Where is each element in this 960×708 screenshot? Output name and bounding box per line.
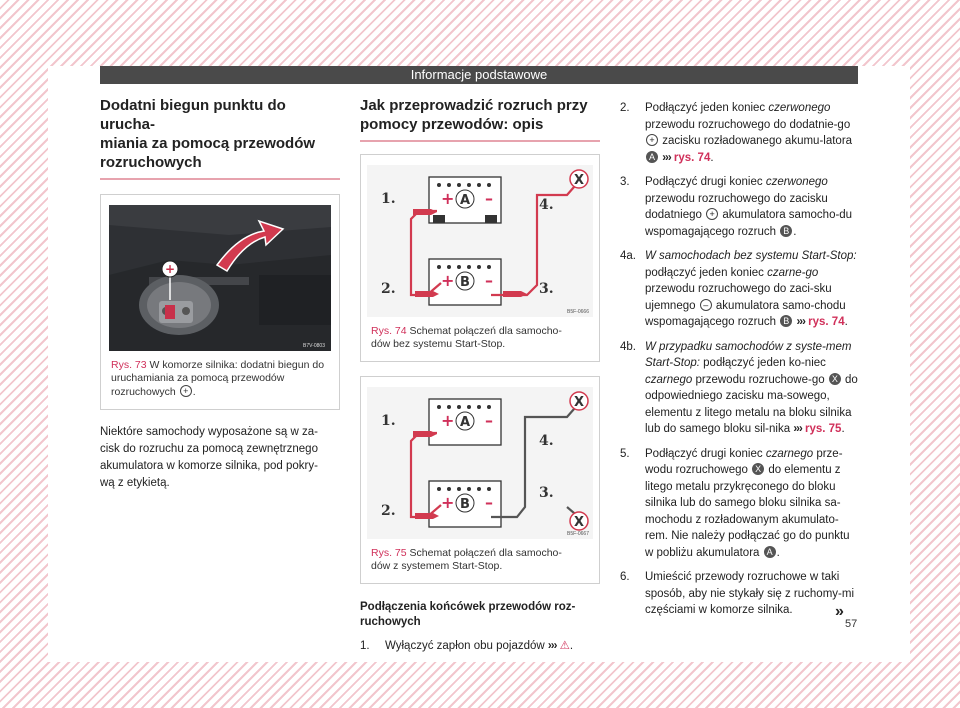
step-5-text: Podłączyć drugi koniec [645, 447, 766, 460]
svg-text:+: + [164, 262, 176, 276]
svg-text:B5F-0666: B5F-0666 [567, 309, 589, 315]
connections-subheading: Podłączenia końcówek przewodów roz- ruchowych [360, 601, 576, 628]
step-4a-text: podłączyć jeden koniec [645, 266, 768, 279]
svg-text:3.: 3. [539, 485, 554, 501]
link-rys-74[interactable]: rys. 74 [670, 151, 711, 164]
step-5-text: prze-wodu rozruchowego [645, 447, 843, 476]
left-paragraph: Niektóre samochody wyposażone są w za- cisk do rozruchu za pomocą zewnętrznego akumulatora w komorze silnika, pod pokry- wą z etykietą. [100, 426, 318, 489]
battery-b-label: B [780, 225, 792, 237]
diagram-75 [367, 387, 593, 539]
figure-74 [360, 154, 600, 362]
svg-text:–: – [485, 411, 493, 430]
step-3-text: akumulatora samocho-du wspomagającego rozruch [645, 209, 853, 238]
svg-text:1.: 1. [381, 413, 396, 429]
battery-b-label: B [780, 315, 792, 327]
svg-text:2.: 2. [381, 503, 396, 519]
figure-73-text: W komorze silnika: dodatni biegun do uruchamiania za pomocą przewodów rozruchowych [111, 359, 325, 398]
continue-arrow-icon: » [835, 603, 844, 620]
figure-75-text: Schemat połączeń dla samocho- dów z systemem Start-Stop. [371, 547, 562, 572]
step-4b-text: przewodu rozruchowe-go [692, 373, 828, 386]
warning-icon[interactable]: ⚠ [559, 640, 570, 652]
left-column [100, 96, 340, 492]
svg-text:–: – [485, 271, 493, 290]
step-2-number: 2. [620, 102, 630, 114]
svg-text:X: X [573, 395, 585, 410]
svg-text:+: + [441, 189, 455, 208]
step-2-emph: czerwonego [768, 102, 831, 114]
engine-bay-photo [109, 205, 331, 351]
figure-74-caption [361, 317, 599, 361]
step-5: 5. Podłączyć drugi koniec czarnego prze-wodu rozruchowego X do elementu z litego metalu przykręconego do bloku silnika lub do samego bloku silnika sa-mochodu z rozładowanym akumulato-rem. Nie należy podłączać go do punktu w pobliżu akumulatora A . [620, 447, 850, 559]
battery-a-label: A [646, 151, 658, 163]
engine-bay-illustration [109, 205, 331, 351]
step-2-text: przewodu rozruchowego do dodatnie-go [645, 118, 851, 131]
figure-73-caption: Rys. 73 W komorze silnika: dodatni biegun do uruchamiania za pomocą przewodów rozruchowych + . [111, 359, 325, 398]
figure-73-number: Rys. 73 [111, 359, 147, 371]
step-1: 1. Wyłączyć zapłon obu pojazdów ››› ⚠. [360, 638, 600, 655]
step-2: 2. Podłączyć jeden koniec czerwonego przewodu rozruchowego do dodatnie-go + zacisku rozładowanego akumu-latora A ››› rys. 74. [620, 102, 853, 164]
step-4a-emph: czarne-go [767, 266, 819, 279]
step-3-emph: czerwonego [765, 176, 828, 188]
step-4b-text: podłączyć jeden ko-niec [699, 357, 826, 369]
ground-x-label: X [829, 373, 841, 385]
svg-text:2.: 2. [381, 281, 396, 297]
figure-73 [100, 194, 340, 410]
battery-a-label: A [764, 546, 776, 558]
figure-74-number: Rys. 74 [371, 325, 407, 337]
minus-symbol-icon: – [700, 299, 712, 311]
jump-start-diagram-74 [367, 165, 593, 317]
svg-text:B: B [460, 275, 470, 290]
jump-start-diagram-75 [367, 387, 593, 539]
plus-symbol-icon: + [706, 208, 718, 220]
plus-symbol-icon: + [180, 385, 192, 397]
svg-text:B5F-0667: B5F-0667 [567, 531, 589, 537]
step-3-text: Podłączyć drugi koniec [645, 176, 766, 188]
step-4a-text: akumulatora samo-chodu wspomagającego rozruch [645, 299, 846, 328]
step-4b-number: 4b. [620, 340, 636, 353]
figure-75-number: Rys. 75 [371, 547, 407, 559]
step-6 [620, 569, 860, 619]
svg-text:–: – [485, 189, 493, 208]
left-heading: Dodatni biegun punktu do urucha- miania za pomocą przewodów rozruchowych [100, 96, 340, 180]
svg-text:+: + [441, 411, 455, 430]
step-4b-emph: czarnego [645, 373, 693, 386]
right-column [620, 100, 860, 627]
svg-text:B: B [460, 497, 470, 512]
link-rys-75[interactable]: rys. 75 [801, 423, 842, 435]
ground-x-label: X [752, 463, 764, 475]
step-4b-emph: W przypadku samochodów z syste-mem Start-Stop: [645, 340, 852, 369]
step-4b-text: do odpowiedniego zacisku ma-sowego, elementu z litego metalu na bloku silnika lub do samego bloku sil-nika [645, 373, 858, 435]
step-4a: 4a. W samochodach bez systemu Start-Stop: podłączyć jeden koniec czarne-go przewodu rozruchowego do zaci-sku ujemnego – akumulatora samo-chodu wspomagającego rozruch B ››› rys. 74. [620, 250, 857, 328]
page-number: 57 [845, 618, 858, 630]
reference-arrow: ››› [793, 423, 802, 435]
figure-75-caption [361, 539, 599, 583]
middle-column [360, 96, 600, 663]
step-2-text: Podłączyć jeden koniec [645, 102, 769, 114]
svg-text:+: + [441, 271, 455, 290]
reference-arrow: ››› [547, 640, 557, 652]
step-4a-text: przewodu rozruchowego do zaci-sku ujemnego [645, 283, 832, 312]
step-4a-number: 4a. [620, 250, 636, 262]
section-header-title: Informacje podstawowe [410, 67, 548, 82]
step-1-text: Wyłączyć zapłon obu pojazdów [385, 640, 545, 652]
svg-text:4.: 4. [539, 197, 554, 213]
svg-text:+: + [441, 493, 455, 512]
svg-text:B7V-0803: B7V-0803 [303, 343, 325, 349]
step-4a-emph: W samochodach bez systemu Start-Stop: [645, 250, 857, 262]
figure-75 [360, 376, 600, 584]
plus-symbol-icon: + [646, 134, 658, 146]
step-6-number: 6. [620, 571, 630, 583]
figure-74-text: Schemat połączeń dla samocho- dów bez systemu Start-Stop. [371, 325, 562, 350]
step-1-number: 1. [360, 640, 370, 652]
middle-heading: Jak przeprowadzić rozruch przy pomocy przewodów: opis [360, 96, 600, 142]
step-3: 3. Podłączyć drugi koniec czerwonego przewodu rozruchowego do zacisku dodatniego + akumulatora samocho-du wspomagającego rozruch B . [620, 176, 853, 238]
svg-text:A: A [459, 415, 471, 430]
reference-arrow: ››› [662, 151, 671, 164]
step-3-number: 3. [620, 176, 630, 188]
step-6-text: Umieścić przewody rozruchowe w taki sposób, aby nie stykały się z ruchomy-mi częściami w komorze silnika. [645, 571, 854, 616]
step-4b: 4b. W przypadku samochodów z syste-mem Start-Stop: podłączyć jeden ko-niec czarnego przewodu rozruchowe-go X do odpowiedniego zacisku ma-sowego, elementu z litego metalu na bloku silnika lub do samego bloku sil-nika ››› rys. 75. [620, 340, 858, 435]
svg-text:4.: 4. [539, 433, 554, 449]
step-3-text: przewodu rozruchowego do zacisku dodatniego [645, 192, 828, 221]
svg-text:1.: 1. [381, 191, 396, 207]
reference-arrow: ››› [796, 316, 805, 328]
svg-text:A: A [459, 193, 471, 208]
svg-text:X: X [573, 173, 585, 188]
svg-text:X: X [573, 515, 585, 530]
link-rys-74[interactable]: rys. 74 [804, 316, 845, 328]
step-2-text: zacisku rozładowanego akumu-latora [659, 135, 853, 147]
svg-text:3.: 3. [539, 281, 554, 297]
diagram-74 [367, 165, 593, 317]
svg-text:–: – [485, 493, 493, 512]
step-5-number: 5. [620, 447, 630, 460]
section-header [100, 66, 858, 84]
step-5-emph: czarnego [765, 447, 814, 460]
step-5-text: do elementu z litego metalu przykręconego do bloku silnika lub do samego bloku silnika sa-mochodu z rozładowanym akumulato-rem. Nie należy podłączać go do punktu w pobliżu akumulatora [645, 464, 850, 559]
